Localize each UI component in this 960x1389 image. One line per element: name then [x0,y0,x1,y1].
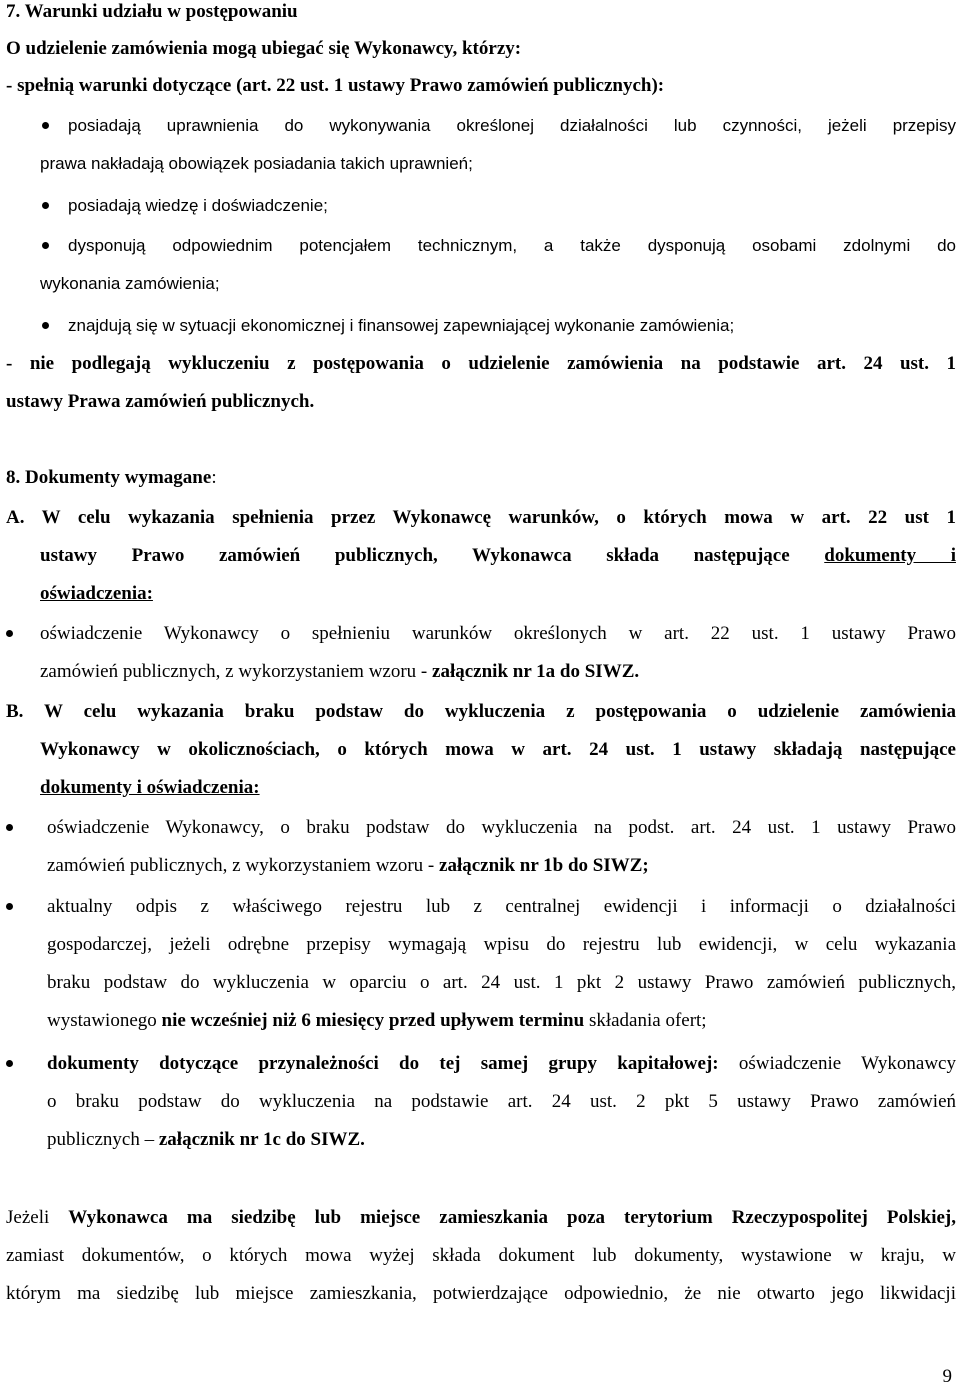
section-8-b-line-3: dokumenty i oświadczenia: [40,777,260,798]
list-item: posiadają wiedzę i doświadczenie; [68,196,328,215]
section-8-b-line-1: B. W celu wykazania braku podstaw do wykluczenia z postępowania o udzielenie zamówienia [6,701,956,722]
list-item-continuation: o braku podstaw do wykluczenia na podstawie art. 24 ust. 2 pkt 5 ustawy Prawo zamówień [47,1091,956,1112]
list-item: posiadają uprawnienia do wykonywania określonej działalności lub czynności, jeżeli przepisy [68,116,956,135]
bullet-icon [6,630,13,637]
section-8-a-line-1: A. W celu wykazania spełnienia przez Wykonawcę warunków, o których mowa w art. 22 ust 1 [6,507,956,528]
list-item-continuation: zamówień publicznych, z wykorzystaniem wzoru - załącznik nr 1a do SIWZ. [40,661,640,682]
list-item-continuation: braku podstaw do wykluczenia w oparciu o art. 24 ust. 1 pkt 2 ustawy Prawo zamówień publicznych, [47,972,956,993]
list-item-continuation: gospodarczej, jeżeli odrębne przepisy wymagają wpisu do rejestru lub ewidencji, w celu wykazania [47,934,956,955]
list-item: aktualny odpis z właściwego rejestru lub z centralnej ewidencji i informacji o działalności [47,896,956,917]
section-8-b-line-2: Wykonawcy w okolicznościach, o których mowa w art. 24 ust. 1 ustawy składają następujące [40,739,956,760]
section-7-point-1: - spełnią warunki dotyczące (art. 22 ust. 1 ustawy Prawo zamówień publicznych): [6,75,665,96]
list-item-continuation: prawa nakładają obowiązek posiadania takich uprawnień; [40,154,473,173]
bullet-icon [42,202,49,209]
list-item: dokumenty dotyczące przynależności do tej samej grupy kapitałowej: oświadczenie Wykonawcy [47,1053,956,1074]
foreign-paragraph-line-3: którym ma siedzibę lub miejsce zamieszkania, potwierdzające odpowiednio, że nie otwarto jego likwidacji [6,1283,956,1304]
section-8-a-line-2: ustawy Prawo zamówień publicznych, Wykonawca składa następujące dokumenty i [40,545,956,566]
bullet-icon [6,1060,13,1067]
section-7-heading: 7. Warunki udziału w postępowaniu [6,1,298,22]
list-item: znajdują się w sytuacji ekonomicznej i finansowej zapewniającej wykonanie zamówienia; [68,316,735,335]
section-8-heading: 8. Dokumenty wymagane: [6,467,217,488]
bullet-icon [42,242,49,249]
bullet-icon [6,824,13,831]
bullet-icon [42,122,49,129]
list-item: dysponują odpowiednim potencjałem technicznym, a także dysponują osobami zdolnymi do [68,236,956,255]
bullet-icon [42,322,49,329]
list-item-continuation: wystawionego nie wcześniej niż 6 miesięcy przed upływem terminu składania ofert; [47,1010,707,1031]
section-7-intro: O udzielenie zamówienia mogą ubiegać się Wykonawcy, którzy: [6,38,522,59]
section-7-point-2: - nie podlegają wykluczeniu z postępowania o udzielenie zamówienia na podstawie art. 24 ust. 1 [6,353,956,374]
list-item: oświadczenie Wykonawcy o spełnieniu warunków określonych w art. 22 ust. 1 ustawy Prawo [40,623,956,644]
list-item-continuation: wykonania zamówienia; [40,274,220,293]
page-number: 9 [942,1366,952,1387]
bullet-icon [6,903,13,910]
foreign-paragraph-line-1: Jeżeli Wykonawca ma siedzibę lub miejsce zamieszkania poza terytorium Rzeczypospolitej Polskiej, [6,1207,956,1228]
list-item-continuation: publicznych – załącznik nr 1c do SIWZ. [47,1129,365,1150]
list-item-continuation: zamówień publicznych, z wykorzystaniem wzoru - załącznik nr 1b do SIWZ; [47,855,649,876]
foreign-paragraph-line-2: zamiast dokumentów, o których mowa wyżej składa dokument lub dokumenty, wystawione w kraju, w [6,1245,956,1266]
list-item: oświadczenie Wykonawcy, o braku podstaw do wykluczenia na podst. art. 24 ust. 1 ustawy Prawo [47,817,956,838]
section-7-point-2-continuation: ustawy Prawa zamówień publicznych. [6,391,315,412]
section-8-a-line-3: oświadczenia: [40,583,153,604]
